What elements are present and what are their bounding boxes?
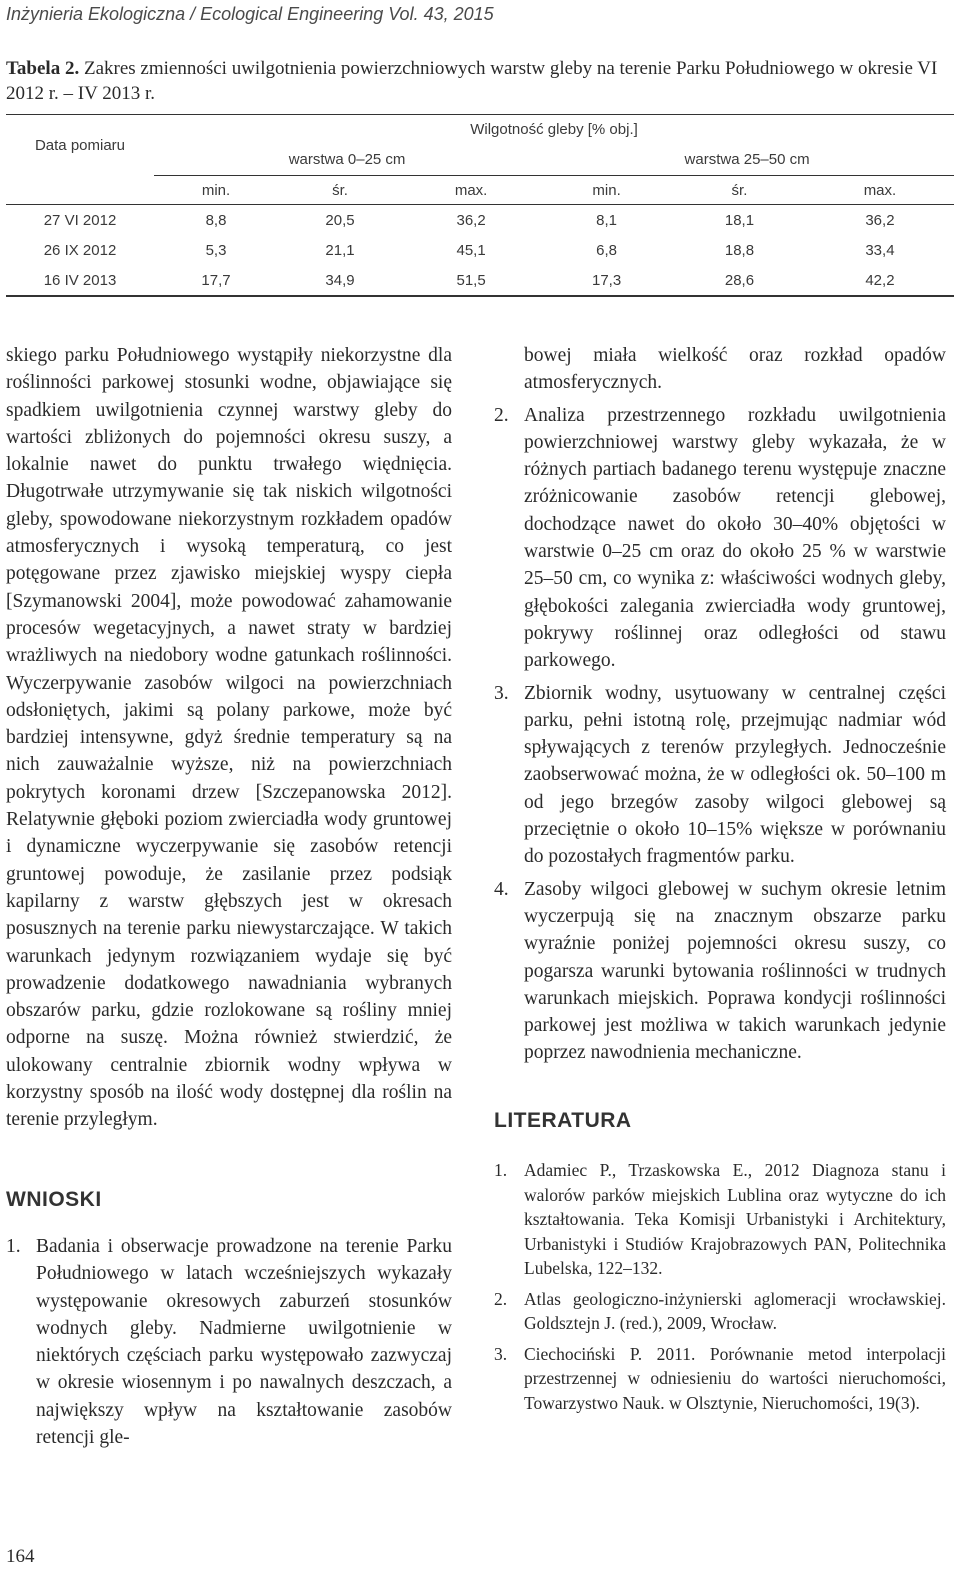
list-item	[494, 342, 946, 397]
table-cell: 5,3	[205, 241, 227, 259]
table-cell: 33,4	[865, 241, 895, 259]
table-cell: 18,1	[724, 211, 755, 229]
right-column	[494, 342, 946, 1421]
reference-text: Ciechociński P. 2011. Porównanie metod interpolacji przestrzennej w odniesieniu do wartości nieruchomości, Towarzystwo Nauk. w Olsztynie, Nieruchomości, 19(3).	[524, 1343, 946, 1413]
table-cell: 34,9	[325, 271, 355, 289]
table-cell: 8,8	[205, 211, 227, 229]
section-heading-conclusions: WNIOSKI	[6, 1187, 102, 1211]
table-row	[6, 235, 954, 265]
list-item	[6, 1233, 452, 1451]
reference-number: 3.	[494, 1343, 508, 1364]
reference-text: Atlas geologiczno-inżynierski aglomeracji wrocławskiej. Goldsztejn J. (red.), 2009, Wrocław.	[524, 1288, 946, 1334]
header-stat: max.	[806, 176, 954, 205]
reference-item	[494, 1287, 946, 1336]
reference-number: 2.	[494, 1288, 508, 1309]
list-item	[494, 876, 946, 1067]
table-caption	[6, 56, 954, 106]
table-cell: 36,2	[456, 211, 486, 229]
table-cell: 6,8	[596, 241, 618, 259]
list-item-text: Zasoby wilgoci glebowej w suchym okresie letnim wyczerpują się na znacznym obszarze parku wyraźnie poniżej pojemności okresu suszy, co pogarsza warunki bytowania roślinności w trudnych warunkach miejskich. Poprawa kondycji roślinności parkowej jest możliwa w takich warunkach jedynie poprzez nawodnienia mechaniczne.	[524, 878, 946, 1064]
reference-text: Adamiec P., Trzaskowska E., 2012 Diagnoza stanu i walorów parków miejskich Lublina oraz wytyczne do ich kształtowania. Teka Komisji Urbanistyki i Architektury, Urbanistyki i Studiów Krajobrazowych PAN, Politechnika Lubelska, 122–132.	[524, 1160, 946, 1279]
table-cell: 51,5	[456, 271, 486, 289]
running-head: Inżynieria Ekologiczna / Ecological Engineering Vol. 43, 2015	[6, 4, 494, 24]
table-cell: 42,2	[865, 271, 895, 289]
header-layer-2: warstwa 25–50 cm	[684, 150, 810, 168]
header-date: Data pomiaru	[6, 115, 154, 176]
list-item-text: Analiza przestrzennego rozkładu uwilgotnienia powierzchniowej warstwy gleby wykazała, że w różnych partiach badanego terenu występuje znaczne zróżnicowanie zasobów retencji glebowej, dochodzące nawet do około 30–40% objętości w warstwie 0–25 cm oraz do około 25 % w warstwie 25–50 cm, co wynika z: właściwości wodnych gleby, głębokości zalegania zwierciadła wody gruntowej, pokrywy roślinnej oraz odległości od stawu parkowego.	[524, 404, 946, 672]
list-item-number: 2.	[494, 404, 509, 426]
table-caption-text: Zakres zmienności uwilgotnienia powierzchniowych warstw gleby na terenie Parku Południowego w okresie VI 2012 r. – IV 2013 r.	[6, 58, 938, 104]
list-item-number: 1.	[6, 1235, 21, 1257]
table-caption-label: Tabela 2.	[6, 58, 80, 79]
list-item-text: Zbiornik wodny, usytuowany w centralnej części parku, pełni istotną rolę, przejmując nadmiar wód spływających z terenów przyległych. Jednocześnie zaobserwować można, że w odległości ok. 50–100 m od jego brzegów zasoby wilgoci glebowej są przeciętnie o około 10–15% większe w porównaniu do pozostałych fragmentów parku.	[524, 682, 946, 868]
references-list	[494, 1158, 946, 1415]
row-date: 27 VI 2012	[43, 211, 117, 229]
list-item-number: 4.	[494, 878, 509, 900]
table-cell: 17,7	[201, 271, 231, 289]
table-cell: 8,1	[596, 211, 618, 229]
table-cell: 18,8	[724, 241, 755, 259]
reference-item	[494, 1158, 946, 1281]
table-row	[6, 265, 954, 296]
table-row	[6, 205, 954, 236]
reference-number: 1.	[494, 1160, 508, 1181]
table-cell: 28,6	[724, 271, 755, 289]
left-column	[6, 342, 452, 1451]
reference-item	[494, 1342, 946, 1416]
section-heading-references: LITERATURA	[494, 1108, 632, 1132]
list-item-text: bowej miała wielkość oraz rozkład opadów atmosferycznych.	[524, 345, 946, 394]
table-cell: 17,3	[592, 271, 622, 289]
header-stat: min.	[540, 176, 673, 205]
page-number: 164	[6, 1546, 35, 1567]
header-stat: min.	[154, 176, 278, 205]
table-cell: 21,1	[325, 241, 355, 259]
header-blank	[6, 176, 154, 205]
header-stat: śr.	[673, 176, 806, 205]
row-date: 26 IX 2012	[43, 241, 117, 259]
table-cell: 20,5	[325, 211, 355, 229]
list-item-number: 3.	[494, 682, 509, 704]
header-group: Wilgotność gleby [% obj.]	[154, 115, 954, 144]
table-cell: 45,1	[456, 241, 486, 259]
list-item-text: Badania i obserwacje prowadzone na terenie Parku Południowego w latach wcześniejszych wykazały występowanie okresowych zaburzeń stosunków wodnych gleby. Nadmierne uwilgotnienie w niektórych częściach parku występowało zazwyczaj w okresie wiosennym i po nawalnych deszczach, a największy wpływ na kształtowanie zasobów retencji gle-	[36, 1235, 452, 1448]
header-stat: śr.	[278, 176, 402, 205]
table-cell: 36,2	[865, 211, 895, 229]
moisture-table	[6, 114, 954, 297]
list-item	[494, 680, 946, 871]
list-item	[494, 402, 946, 675]
row-date: 16 IV 2013	[43, 271, 117, 289]
body-paragraph: skiego parku Południowego wystąpiły niekorzystne dla roślinności parkowej stosunki wodne, objawiające się spadkiem uwilgotnienia czynnej warstwy gleby do wartości zbliżonych do pojemności okresu suszy, a lokalnie nawet do punktu trwałego więdnięcia. Długotrwałe utrzymywanie się tak niskich wilgotności gleby, spowodowane niekorzystnym rozkładem opadów atmosferycznych i wysoką temperaturą, co jest potęgowane przez zjawisko miejskiej wyspy ciepła [Szymanowski 2004], może powodować zahamowanie procesów wegetacyjnych, a nawet straty w bardziej wrażliwych na niedobory wodne gatunkach roślinności. Wyczerpywanie zasobów wilgoci na powierzchniach odsłoniętych, jakimi są polany parkowe, może być bardziej intensywne, gdyż średnie temperatury są na nich zauważalnie wyższe, niż na powierzchniach pokrytych koronami drzew [Szczepanowska 2012]. Relatywnie głęboki poziom zwierciadła wody gruntowej i dynamiczne wyczerpywanie się zasobów retencji gruntowej powoduje, że zasilanie przez podsiąk kapilarny z warstw głębszych jest w okresach posusznych na terenie parku niewystarczające. W takich warunkach jedynym rozwiązaniem wydaje się być prowadzenie dodatkowego nawadniania wybranych obszarów parku, gdzie rozlokowane są rośliny mniej odporne na suszę. Można również stwierdzić, że ulokowany centralnie zbiornik wodny wpływa w korzystny sposób na ilość wody dostępnej dla roślin na terenie przyległym.	[6, 345, 452, 1131]
conclusions-list-continued	[494, 342, 946, 1067]
header-stat: max.	[402, 176, 540, 205]
conclusions-list	[6, 1233, 452, 1451]
header-layer-1: warstwa 0–25 cm	[288, 150, 406, 168]
